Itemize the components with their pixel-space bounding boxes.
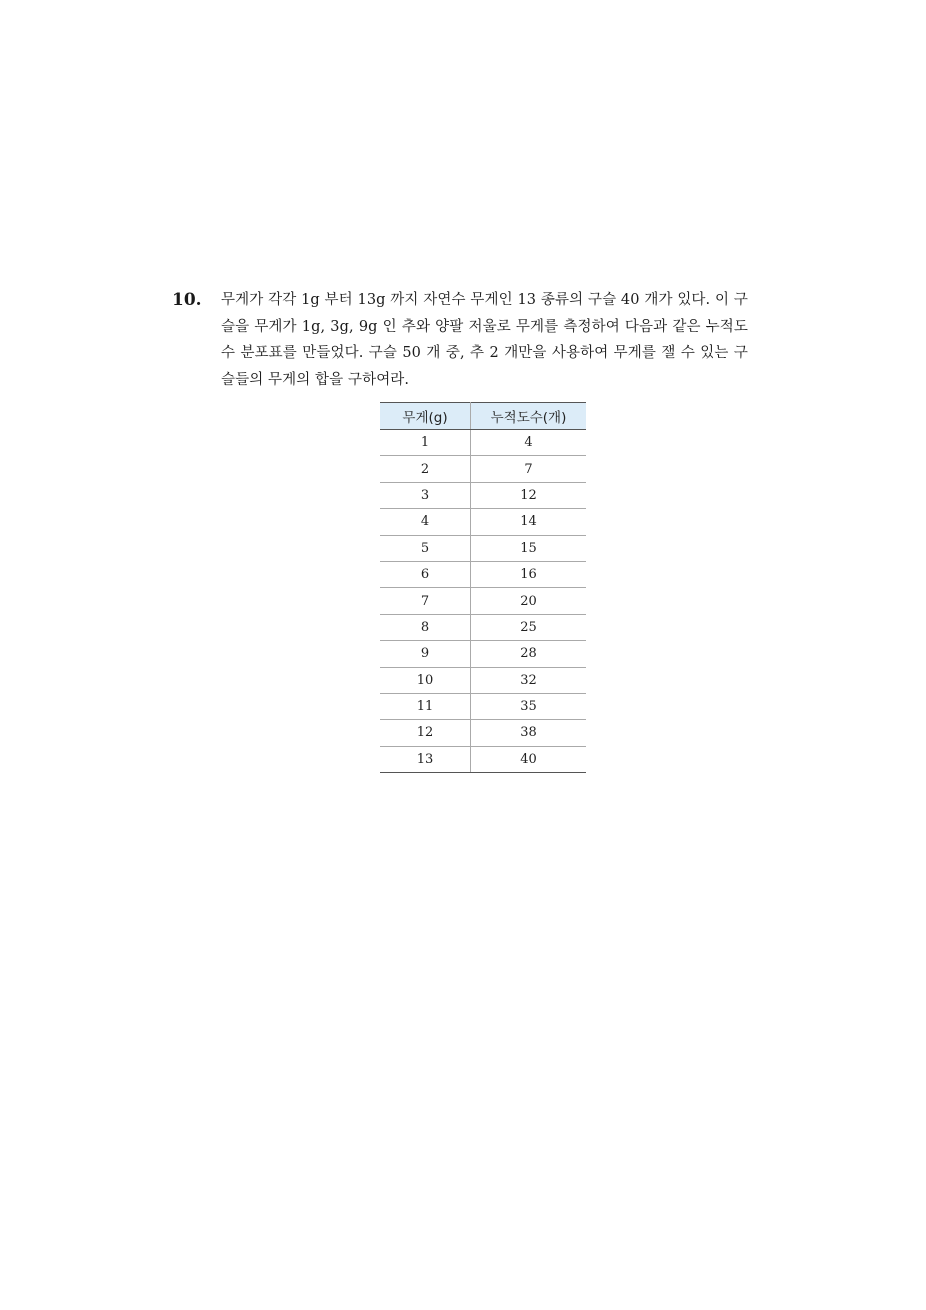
weight-cell: 2: [380, 456, 471, 482]
weight-cell: 11: [380, 693, 471, 719]
table-row: [380, 561, 586, 587]
table-row: [380, 535, 586, 561]
problem-number: 10.: [172, 290, 202, 310]
table-row: [380, 430, 586, 456]
weight-cell: 10: [380, 667, 471, 693]
weight-cell: 5: [380, 535, 471, 561]
weight-cell: 7: [380, 588, 471, 614]
weight-cell: 4: [380, 509, 471, 535]
problem-text: 무게가 각각 1g 부터 13g 까지 자연수 무게인 13 종류의 구슬 40 개가 있다. 이 구슬을 무게가 1g, 3g, 9g 인 추와 양팔 저울로 무게를 측정하여 다음과 같은 누적도수 분포표를 만들었다. 구슬 50 개 중, 추 2 개만을 사용하여 무게를 잴 수 있는 구슬들의 무게의 합을 구하여라.: [221, 292, 748, 388]
frequency-cell: 12: [471, 482, 587, 508]
weight-cell: 12: [380, 720, 471, 746]
frequency-cell: 20: [471, 588, 587, 614]
frequency-cell: 35: [471, 693, 587, 719]
table-row: [380, 482, 586, 508]
frequency-cell: 38: [471, 720, 587, 746]
frequency-cell: 7: [471, 456, 587, 482]
frequency-cell: 28: [471, 641, 587, 667]
problem-block: [172, 287, 752, 393]
table-row: [380, 456, 586, 482]
table-row: [380, 614, 586, 640]
frequency-cell: 16: [471, 561, 587, 587]
table-row: [380, 720, 586, 746]
frequency-cell: 40: [471, 746, 587, 772]
frequency-cell: 25: [471, 614, 587, 640]
weight-cell: 1: [380, 430, 471, 456]
table-row: [380, 641, 586, 667]
table-row: [380, 509, 586, 535]
frequency-cell: 4: [471, 430, 587, 456]
header-cumulative-frequency: 누적도수(개): [471, 403, 587, 430]
weight-cell: 8: [380, 614, 471, 640]
table-row: [380, 588, 586, 614]
weight-cell: 6: [380, 561, 471, 587]
header-weight: 무게(g): [380, 403, 471, 430]
frequency-cell: 32: [471, 667, 587, 693]
weight-cell: 13: [380, 746, 471, 772]
table-row: [380, 746, 586, 772]
weight-cell: 9: [380, 641, 471, 667]
weight-cell: 3: [380, 482, 471, 508]
table-row: [380, 667, 586, 693]
table-row: [380, 693, 586, 719]
cumulative-frequency-table: [380, 402, 586, 773]
frequency-cell: 14: [471, 509, 587, 535]
frequency-cell: 15: [471, 535, 587, 561]
table-header-row: [380, 403, 586, 430]
